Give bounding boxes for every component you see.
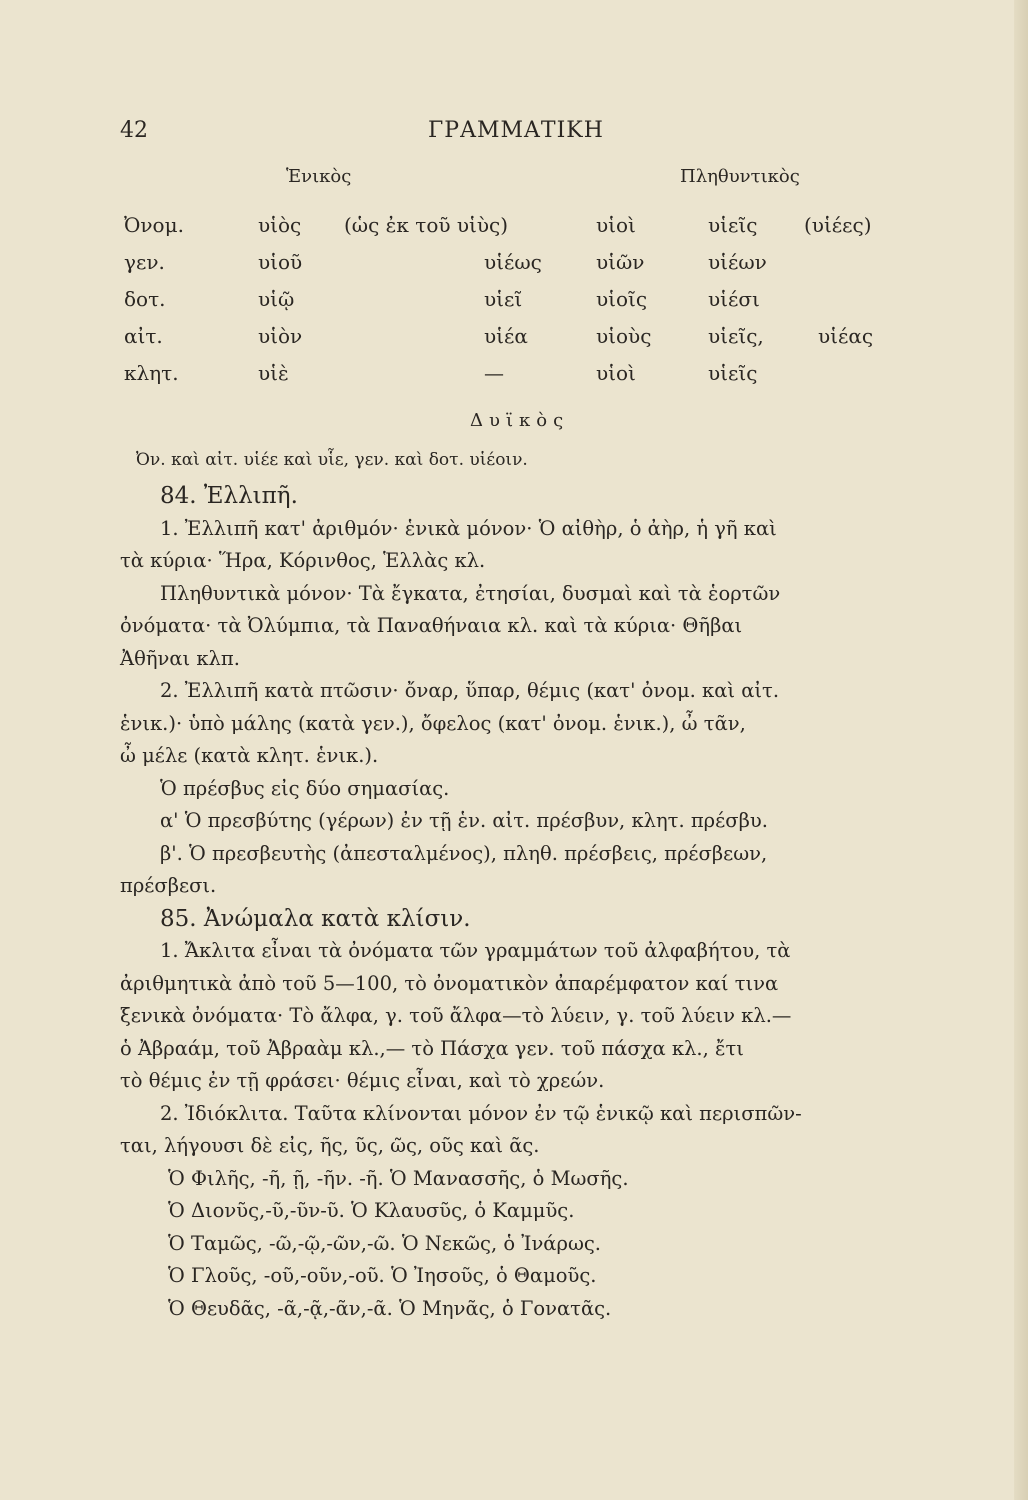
text-line: Πληθυντικὰ μόνον· Τὰ ἔγκατα, ἐτησίαι, δυσμαὶ καὶ τὰ ἑορτῶν [160, 581, 781, 605]
case-label: αἰτ. [124, 324, 163, 348]
text-line: Ὁ πρέσβυς εἰς δύο σημασίας. [160, 776, 450, 800]
section-heading-84: 84. Ἐλλιπῆ. [160, 483, 298, 509]
plural-form: υἱοὶ [596, 213, 636, 237]
text-line: 1. Ἐλλιπῆ κατ' ἀριθμόν· ἑνικὰ μόνον· Ὁ αἰθὴρ, ὁ ἀὴρ, ἡ γῆ καὶ [160, 516, 777, 540]
singular-alt-form: υἱεῖ [484, 287, 523, 311]
case-label: Ὀνομ. [124, 213, 184, 237]
paradigm-row-nominative [0, 213, 1028, 243]
text-line: ται, λήγουσι δὲ εἰς, ῆς, ῦς, ῶς, οῦς καὶ ᾶς. [120, 1134, 540, 1157]
text-line: 2. Ἐλλιπῆ κατὰ πτῶσιν· ὄναρ, ὕπαρ, θέμις (κατ' ὀνομ. καὶ αἰτ. [160, 679, 780, 702]
text-line: 1. Ἄκλιτα εἶναι τὰ ὀνόματα τῶν γραμμάτων τοῦ ἀλφαβήτου, τὰ [160, 939, 791, 962]
singular-alt-form: — [484, 361, 504, 385]
example-line: Ὁ Γλοῦς, -οῦ,-οῦν,-οῦ. Ὁ Ἰησοῦς, ὁ Θαμοῦς. [168, 1264, 597, 1287]
singular-alt-form: υἱέως [484, 250, 542, 274]
plural-alt-form: υἱεῖς [708, 213, 758, 237]
text-line: α' Ὁ πρεσβύτης (γέρων) ἐν τῇ ἑν. αἰτ. πρέσβυν, κλητ. πρέσβυ. [160, 809, 768, 832]
singular-alt-form: (ὡς ἐκ τοῦ υἱὺς) [344, 213, 509, 237]
case-label: γεν. [124, 250, 165, 274]
plural-extra-form: (υἱέες) [804, 213, 872, 237]
plural-form: υἱοὺς [596, 324, 652, 348]
paradigm-row-vocative [0, 361, 1028, 391]
running-title: ΓΡΑΜΜΑΤΙΚΗ [428, 118, 604, 143]
example-line: Ὁ Διονῦς,-ῦ,-ῦν-ῦ. Ὁ Κλαυσῦς, ὁ Καμμῦς. [168, 1199, 575, 1222]
plural-extra-form: υἱέας [818, 324, 874, 348]
text-line: ἀριθμητικὰ ἀπὸ τοῦ 5—100, τὸ ὀνοματικὸν ἀπαρέμφατον καί τινα [120, 971, 779, 995]
plural-alt-form: υἱεῖς [708, 361, 758, 385]
singular-form: υἱὸν [258, 324, 303, 348]
text-line: ὦ μέλε (κατὰ κλητ. ἑνικ.). [120, 744, 379, 767]
text-line: πρέσβεσι. [120, 874, 217, 897]
text-line: ξενικὰ ὀνόματα· Τὸ ἄλφα, γ. τοῦ ἄλφα—τὸ λύειν, γ. τοῦ λύειν κλ.— [120, 1004, 792, 1027]
plural-alt-form: υἱέων [708, 250, 767, 274]
plural-alt-form: υἱέσι [708, 287, 760, 311]
text-line: τὸ θέμις ἐν τῇ φράσει· θέμις εἶναι, καὶ τὸ χρεών. [120, 1069, 605, 1092]
example-line: Ὁ Ταμῶς, -ῶ,-ῷ,-ῶν,-ῶ. Ὁ Νεκῶς, ὁ Ἰνάρως. [168, 1231, 601, 1255]
plural-form: υἱῶν [596, 250, 645, 274]
dual-note: Ὀν. καὶ αἰτ. υἱέε καὶ υἷε, γεν. καὶ δοτ. υἱέοιν. [136, 450, 528, 470]
singular-heading: Ἑνικὸς [286, 166, 352, 187]
text-line: ὁ Ἀβραάμ, τοῦ Ἀβραὰμ κλ.,— τὸ Πάσχα γεν. τοῦ πάσχα κλ., ἔτι [120, 1036, 744, 1060]
text-line: ὀνόματα· τὰ Ὀλύμπια, τὰ Παναθήναια κλ. καὶ τὰ κύρια· Θῆβαι [120, 614, 743, 637]
example-line: Ὁ Θευδᾶς, -ᾶ,-ᾷ,-ᾶν,-ᾶ. Ὁ Μηνᾶς, ὁ Γονατᾶς. [168, 1296, 612, 1320]
singular-alt-form: υἱέα [484, 324, 528, 348]
plural-heading: Πληθυντικὸς [680, 166, 800, 187]
plural-alt-form: υἱεῖς, [708, 324, 764, 348]
singular-form: υἱὲ [258, 361, 289, 385]
paradigm-row-genitive [0, 250, 1028, 280]
singular-form: υἱοῦ [258, 250, 303, 274]
case-label: δοτ. [124, 287, 166, 311]
text-line: Ἀθῆναι κλπ. [120, 646, 240, 670]
singular-form: υἱῷ [258, 287, 295, 311]
example-line: Ὁ Φιλῆς, -ῆ, ῇ, -ῆν. -ῆ. Ὁ Μανασσῆς, ὁ Μωσῆς. [168, 1166, 629, 1190]
case-label: κλητ. [124, 361, 179, 385]
body-text [120, 480, 890, 1325]
page-number: 42 [120, 118, 148, 143]
section-heading-85: 85. Ἀνώμαλα κατὰ κλίσιν. [160, 905, 471, 932]
paradigm-row-dative [0, 287, 1028, 317]
dual-heading: Δυϊκὸς [470, 410, 570, 431]
plural-form: υἱοὶ [596, 361, 636, 385]
singular-form: υἱὸς [258, 213, 302, 237]
paradigm-row-accusative [0, 324, 1028, 354]
text-line: τὰ κύρια· Ἥρα, Κόρινθος, Ἑλλὰς κλ. [120, 549, 486, 572]
plural-form: υἱοῖς [596, 287, 648, 311]
text-line: β'. Ὁ πρεσβευτὴς (ἀπεσταλμένος), πληθ. πρέσβεις, πρέσβεων, [160, 841, 768, 865]
text-line: ἑνικ.)· ὑπὸ μάλης (κατὰ γεν.), ὄφελος (κατ' ὀνομ. ἑνικ.), ὦ τᾶν, [120, 711, 746, 735]
text-line: 2. Ἰδιόκλιτα. Ταῦτα κλίνονται μόνον ἐν τῷ ἑνικῷ καὶ περισπῶν- [160, 1101, 802, 1125]
